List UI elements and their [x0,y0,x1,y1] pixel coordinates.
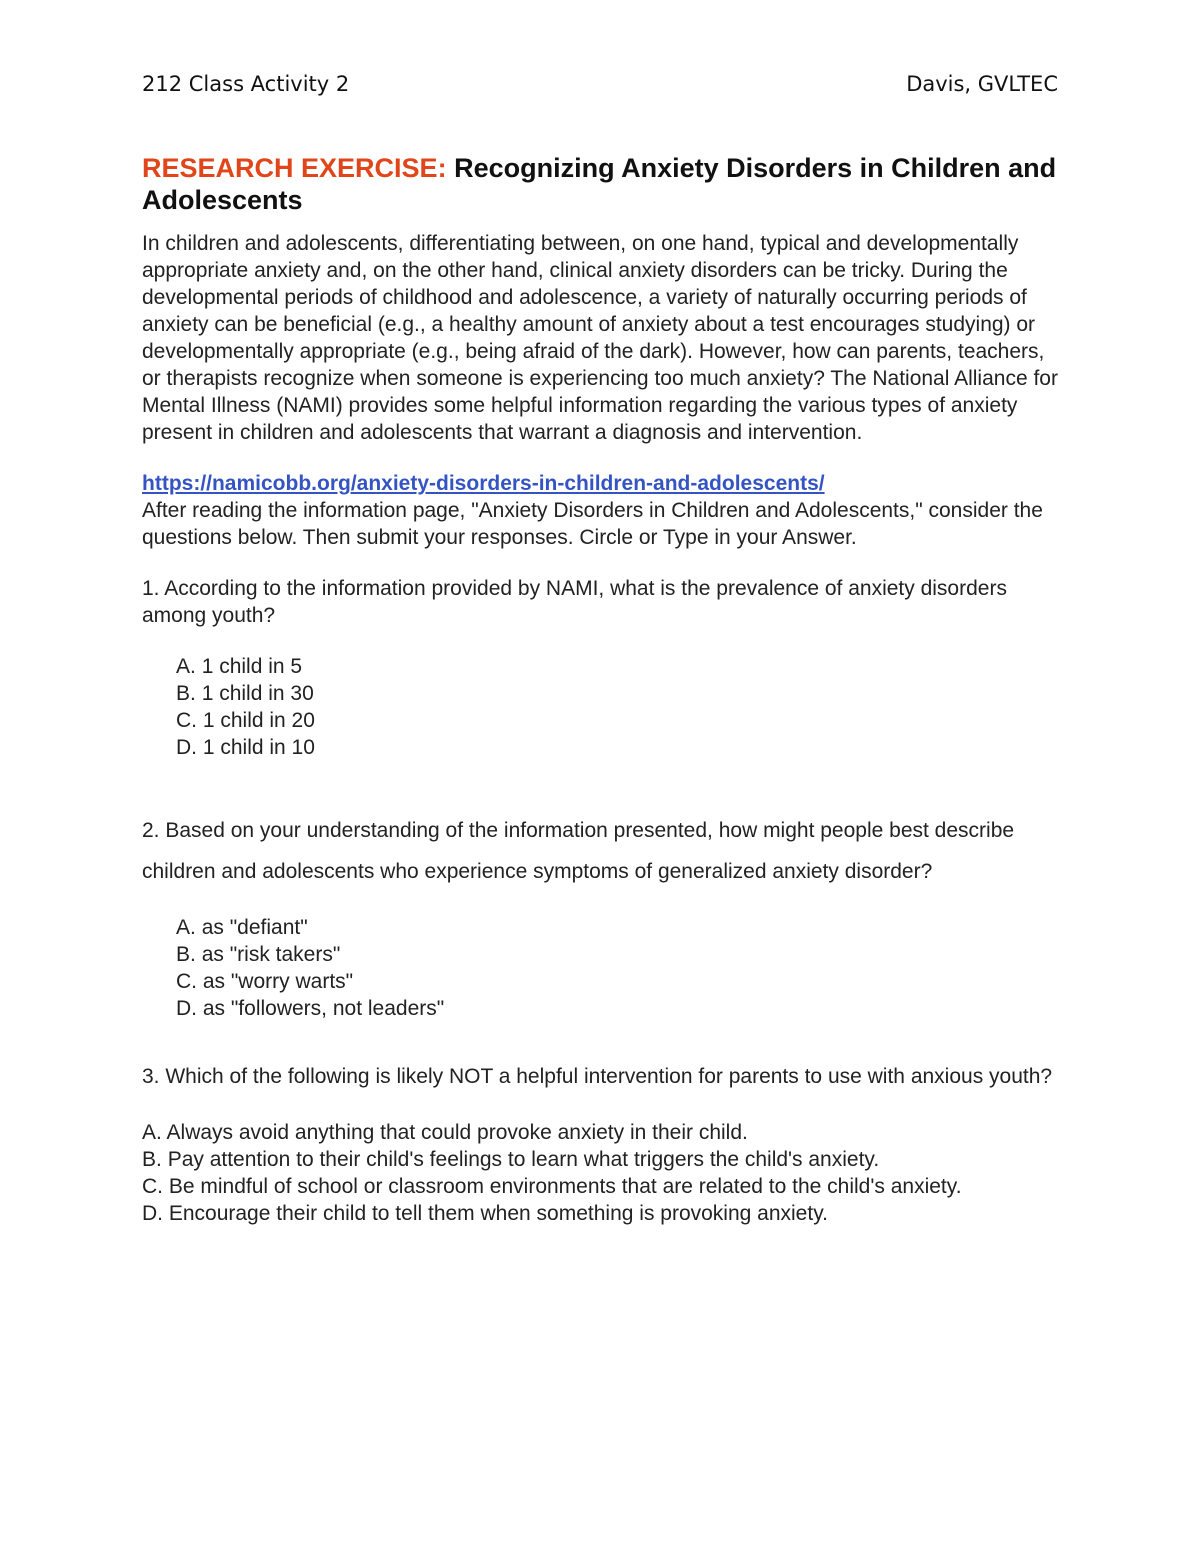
option-text: 1 child in 5 [201,655,303,678]
option-letter: B. [142,1148,162,1171]
option-letter: C. [142,1175,163,1198]
option-item[interactable] [142,1119,1067,1146]
option-text: Be mindful of school or classroom environments that are related to the child's anxiety. [168,1175,962,1198]
resource-link[interactable]: https://namicobb.org/anxiety-disorders-in-children-and-adolescents/ [142,472,825,495]
instructions-paragraph: After reading the information page, "Anxiety Disorders in Children and Adolescents," consider the questions below. Then submit your responses. Circle or Type in your Answer. [142,499,1043,549]
option-text: 1 child in 10 [202,736,315,759]
document-body [142,152,1067,1227]
option-letter: D. [176,997,197,1020]
option-letter: A. [176,916,196,939]
option-item[interactable] [176,653,1067,680]
option-item[interactable] [176,941,1067,968]
header-left: 212 Class Activity 2 [142,72,350,96]
title-text: Recognizing Anxiety Disorders in Children and Adolescents [142,153,1057,215]
option-text: as "defiant" [201,916,308,939]
option-text: as "risk takers" [201,943,341,966]
question-2-options [142,914,1067,1022]
option-letter: D. [142,1202,163,1225]
header-right: Davis, GVLTEC [906,72,1058,96]
option-letter: C. [176,970,197,993]
option-text: Encourage their child to tell them when something is provoking anxiety. [168,1202,828,1225]
question-3: 3. Which of the following is likely NOT a helpful intervention for parents to use with anxious youth? [142,1065,1053,1088]
option-letter: B. [176,943,196,966]
page-title [142,152,1067,216]
option-item[interactable] [176,680,1067,707]
intro-paragraph: In children and adolescents, differentiating between, on one hand, typical and developmentally appropriate anxiety and, on the other hand, clinical anxiety disorders can be tricky. During the developmental periods of childhood and adolescence, a variety of naturally occurring periods of anxiety can be beneficial (e.g., a healthy amount of anxiety about a test encourages studying) or developmentally appropriate (e.g., being afraid of the dark). However, how can parents, teachers, or therapists recognize when someone is experiencing too much anxiety? The National Alliance for Mental Illness (NAMI) provides some helpful information regarding the various types of anxiety present in children and adolescents that warrant a diagnosis and intervention. [142,232,1058,444]
option-item[interactable] [176,734,1067,761]
option-letter: A. [176,655,196,678]
option-text: Always avoid anything that could provoke anxiety in their child. [166,1121,748,1144]
option-text: as "worry warts" [202,970,354,993]
option-item[interactable] [176,707,1067,734]
question-2: 2. Based on your understanding of the information presented, how might people best describe children and adolescents who experience symptoms of generalized anxiety disorder? [142,819,1015,883]
option-text: as "followers, not leaders" [202,997,445,1020]
option-text: 1 child in 20 [202,709,315,732]
option-item[interactable] [176,914,1067,941]
question-1-options [142,653,1067,761]
question-1: 1. According to the information provided by NAMI, what is the prevalence of anxiety disorders among youth? [142,577,1007,627]
title-accent: RESEARCH EXERCISE: [142,153,447,183]
option-letter: A. [142,1121,162,1144]
question-3-options [142,1119,1067,1227]
option-item[interactable] [176,968,1067,995]
option-text: Pay attention to their child's feelings to learn what triggers the child's anxiety. [167,1148,880,1171]
option-text: 1 child in 30 [201,682,314,705]
option-item[interactable] [142,1146,1067,1173]
option-item[interactable] [176,995,1067,1022]
option-item[interactable] [142,1173,1067,1200]
option-letter: C. [176,709,197,732]
option-letter: B. [176,682,196,705]
option-item[interactable] [142,1200,1067,1227]
option-letter: D. [176,736,197,759]
